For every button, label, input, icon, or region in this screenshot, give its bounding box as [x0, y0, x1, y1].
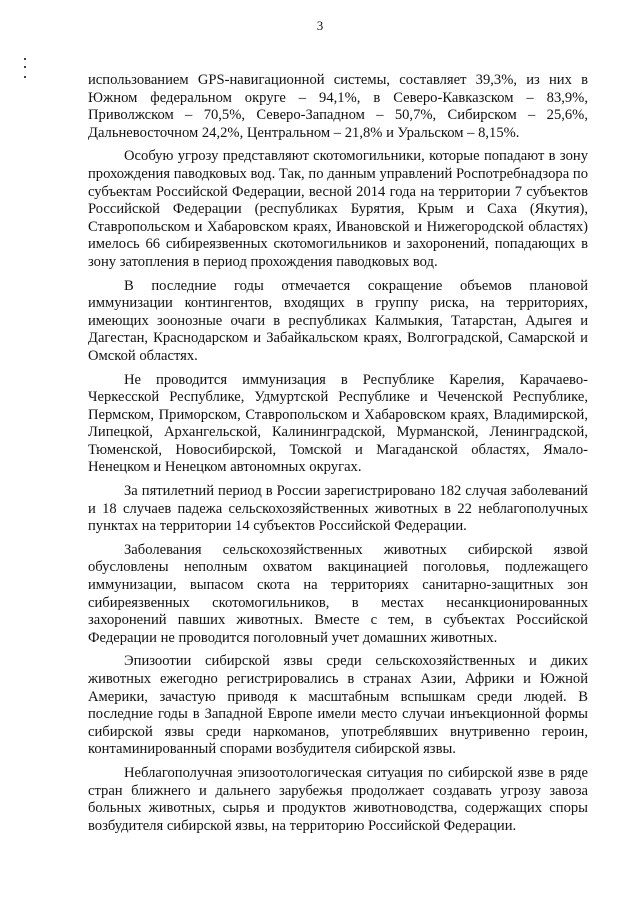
margin-mark — [24, 58, 26, 60]
paragraph-epizootics-abroad: Эпизоотии сибирской язвы среди сельскохозяйственных и диких животных ежегодно регистрировались в странах Азии, Африки и Южной Америки, зачастую приводя к масштабным вспышкам среди людей. В последние годы в Западной Европе имели место случаи инъекционной формы сибирской язвы среди наркоманов, употреблявших внутривенно героин, контаминированный спорами возбудителя сибирской язвы. — [88, 653, 588, 758]
page-number: 3 — [316, 18, 324, 33]
paragraph-import-threat: Неблагополучная эпизоотологическая ситуация по сибирской язве в ряде стран ближнего и дальнего зарубежья продолжает создавать угрозу завоза больных животных, сырья и продуктов животноводства, содержащих споры возбудителя сибирской язвы, на территорию Российской Федерации. — [88, 764, 588, 834]
paragraph-cattle-burial-grounds: Особую угрозу представляют скотомогильники, которые попадают в зону прохождения паводковых вод. Так, по данным управлений Роспотребнадзора по субъектам Российской Федерации, весной 2014 года на территории 7 субъектов Российской Федерации (республиках Бурятия, Крым и Саха (Якутия), Ставропольском и Хабаровском краях, Ивановской и Нижегородской областях) имелось 66 сибиреязвенных скотомогильников и захоронений, попадающих в зону затопления в период прохождения паводковых вод. — [88, 148, 588, 270]
paragraph-disease-causes: Заболевания сельскохозяйственных животных сибирской язвой обусловлены неполным охватом вакцинацией поголовья, подлежащего иммунизации, выпасом скота на территориях санитарно-защитных зон сибиреязвенных скотомогильников, в местах несанкционированных захоронений павших животных. Вместе с тем, в субъектах Российской Федерации не проводится поголовный учет домашних животных. — [88, 541, 588, 646]
paragraph-immunization-reduction: В последние годы отмечается сокращение объемов плановой иммунизации контингентов, входящих в группу риска, на территориях, имеющих зоонозные очаги в республиках Калмыкия, Татарстан, Адыгея и Дагестан, Краснодарском и Забайкальском краях, Волгоградской, Самарской и Омской областях. — [88, 277, 588, 364]
margin-mark — [24, 76, 26, 78]
margin-mark — [24, 66, 26, 68]
paragraph-no-immunization: Не проводится иммунизация в Республике Карелия, Карачаево-Черкесской Республике, Удмуртской Республике и Чеченской Республике, Пермском, Приморском, Ставропольском и Хабаровском краях, Владимирской, Липецкой, Архангельской, Калининградской, Мурманской, Ленинградской, Тюменской, Новосибирской, Томской и Магаданской областях, Ямало-Ненецком и Ненецком автономных округах. — [88, 371, 588, 476]
document-body — [88, 72, 588, 841]
paragraph-gps-statistics: использованием GPS-навигационной системы, составляет 39,3%, из них в Южном федеральном округе – 94,1%, в Северо-Кавказском – 83,9%, Приволжском – 70,5%, Северо-Западном – 50,7%, Сибирском – 25,6%, Дальневосточном 24,2%, Центральном – 21,8% и Уральском – 8,15%. — [88, 72, 588, 141]
paragraph-five-year-cases: За пятилетний период в России зарегистрировано 182 случая заболеваний и 18 случаев падежа сельскохозяйственных животных в 22 неблагополучных пунктах на территории 14 субъектов Российской Федерации. — [88, 483, 588, 535]
